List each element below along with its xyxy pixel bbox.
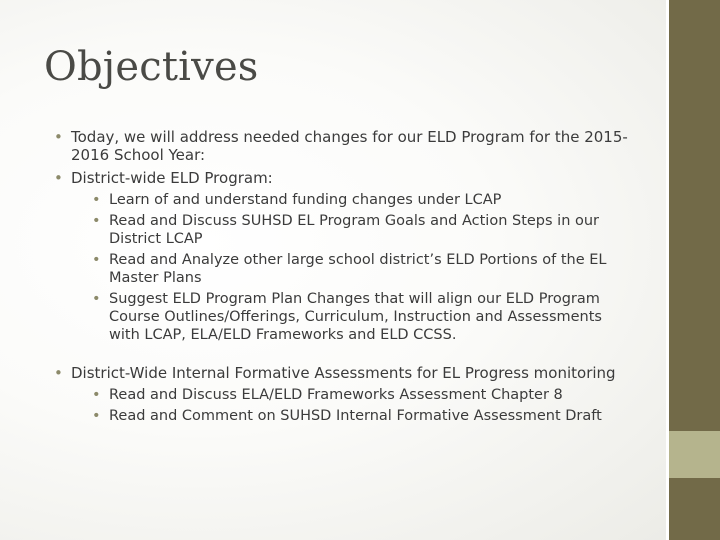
sub-bullet-item: • Read and Discuss ELA/ELD Frameworks Assessment Chapter 8 [92, 386, 629, 404]
sub-bullet-item: • Learn of and understand funding changes under LCAP [92, 191, 629, 209]
bullet-item [54, 169, 629, 344]
bullet-item: • Today, we will address needed changes for our ELD Program for the 2015-2016 School Year: [54, 128, 629, 164]
bullet-list [54, 128, 629, 425]
bullet-item [54, 364, 629, 425]
bullet-text: District-Wide Internal Formative Assessments for EL Progress monitoring [71, 364, 616, 382]
bullet-text: District-wide ELD Program: [71, 169, 273, 187]
sub-bullet-item: • Read and Discuss SUHSD EL Program Goals and Action Steps in our District LCAP [92, 212, 629, 248]
decorative-sidebar [666, 0, 720, 540]
slide-title: Objectives [44, 44, 259, 90]
sub-bullet-list [92, 191, 629, 344]
sub-bullet-list [92, 386, 629, 425]
sub-bullet-item: • Read and Analyze other large school district’s ELD Portions of the EL Master Plans [92, 251, 629, 287]
sub-bullet-item: • Read and Comment on SUHSD Internal Formative Assessment Draft [92, 407, 629, 425]
slide-body [54, 128, 629, 430]
sub-bullet-item: • Suggest ELD Program Plan Changes that will align our ELD Program Course Outlines/Offerings, Curriculum, Instruction and Assessments with LCAP, ELA/ELD Frameworks and ELD CCSS. [92, 290, 629, 344]
sidebar-accent-block [669, 431, 720, 478]
